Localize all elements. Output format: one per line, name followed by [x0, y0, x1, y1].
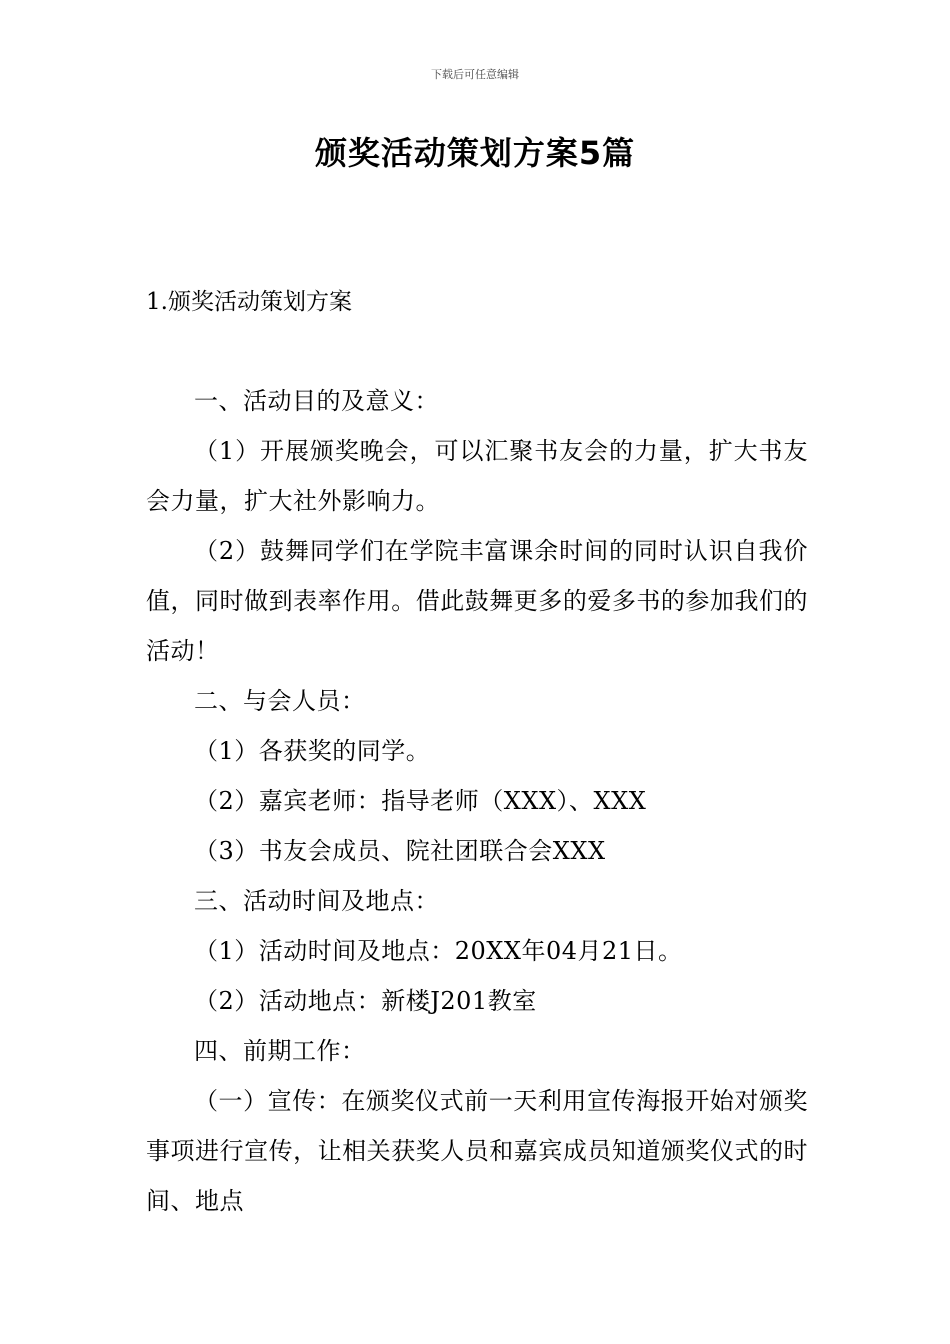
document-body [146, 376, 808, 1226]
heading-purpose: 一、活动目的及意义： [194, 387, 439, 415]
paragraph-time: （1）活动时间及地点：20XX年04月21日。 [194, 937, 683, 965]
paragraph-purpose-2: （2）鼓舞同学们在学院丰富课余时间的同时认识自我价值，同时做到表率作用。借此鼓舞更多的爱多书的参加我们的活动！ [146, 537, 808, 665]
section-title: 1.颁奖活动策划方案 [146, 289, 352, 315]
document-title: 颁奖活动策划方案5篇 [314, 134, 636, 172]
paragraph-attendees-3: （3）书友会成员、院社团联合会XXX [194, 837, 606, 865]
paragraph-place: （2）活动地点：新楼J201教室 [194, 987, 537, 1015]
paragraph-publicity: （一）宣传：在颁奖仪式前一天利用宣传海报开始对颁奖事项进行宣传，让相关获奖人员和嘉宾成员知道颁奖仪式的时间、地点 [146, 1087, 808, 1215]
paragraph-purpose-1: （1）开展颁奖晚会，可以汇聚书友会的力量，扩大书友会力量，扩大社外影响力。 [146, 437, 808, 515]
heading-time-place: 三、活动时间及地点： [194, 887, 439, 915]
header-note: 下载后可任意编辑 [431, 68, 519, 81]
heading-attendees: 二、与会人员： [194, 687, 366, 715]
paragraph-attendees-1: （1）各获奖的同学。 [194, 737, 431, 765]
heading-preparation: 四、前期工作： [194, 1037, 366, 1065]
paragraph-attendees-2: （2）嘉宾老师：指导老师（XXX）、XXX [194, 787, 647, 815]
